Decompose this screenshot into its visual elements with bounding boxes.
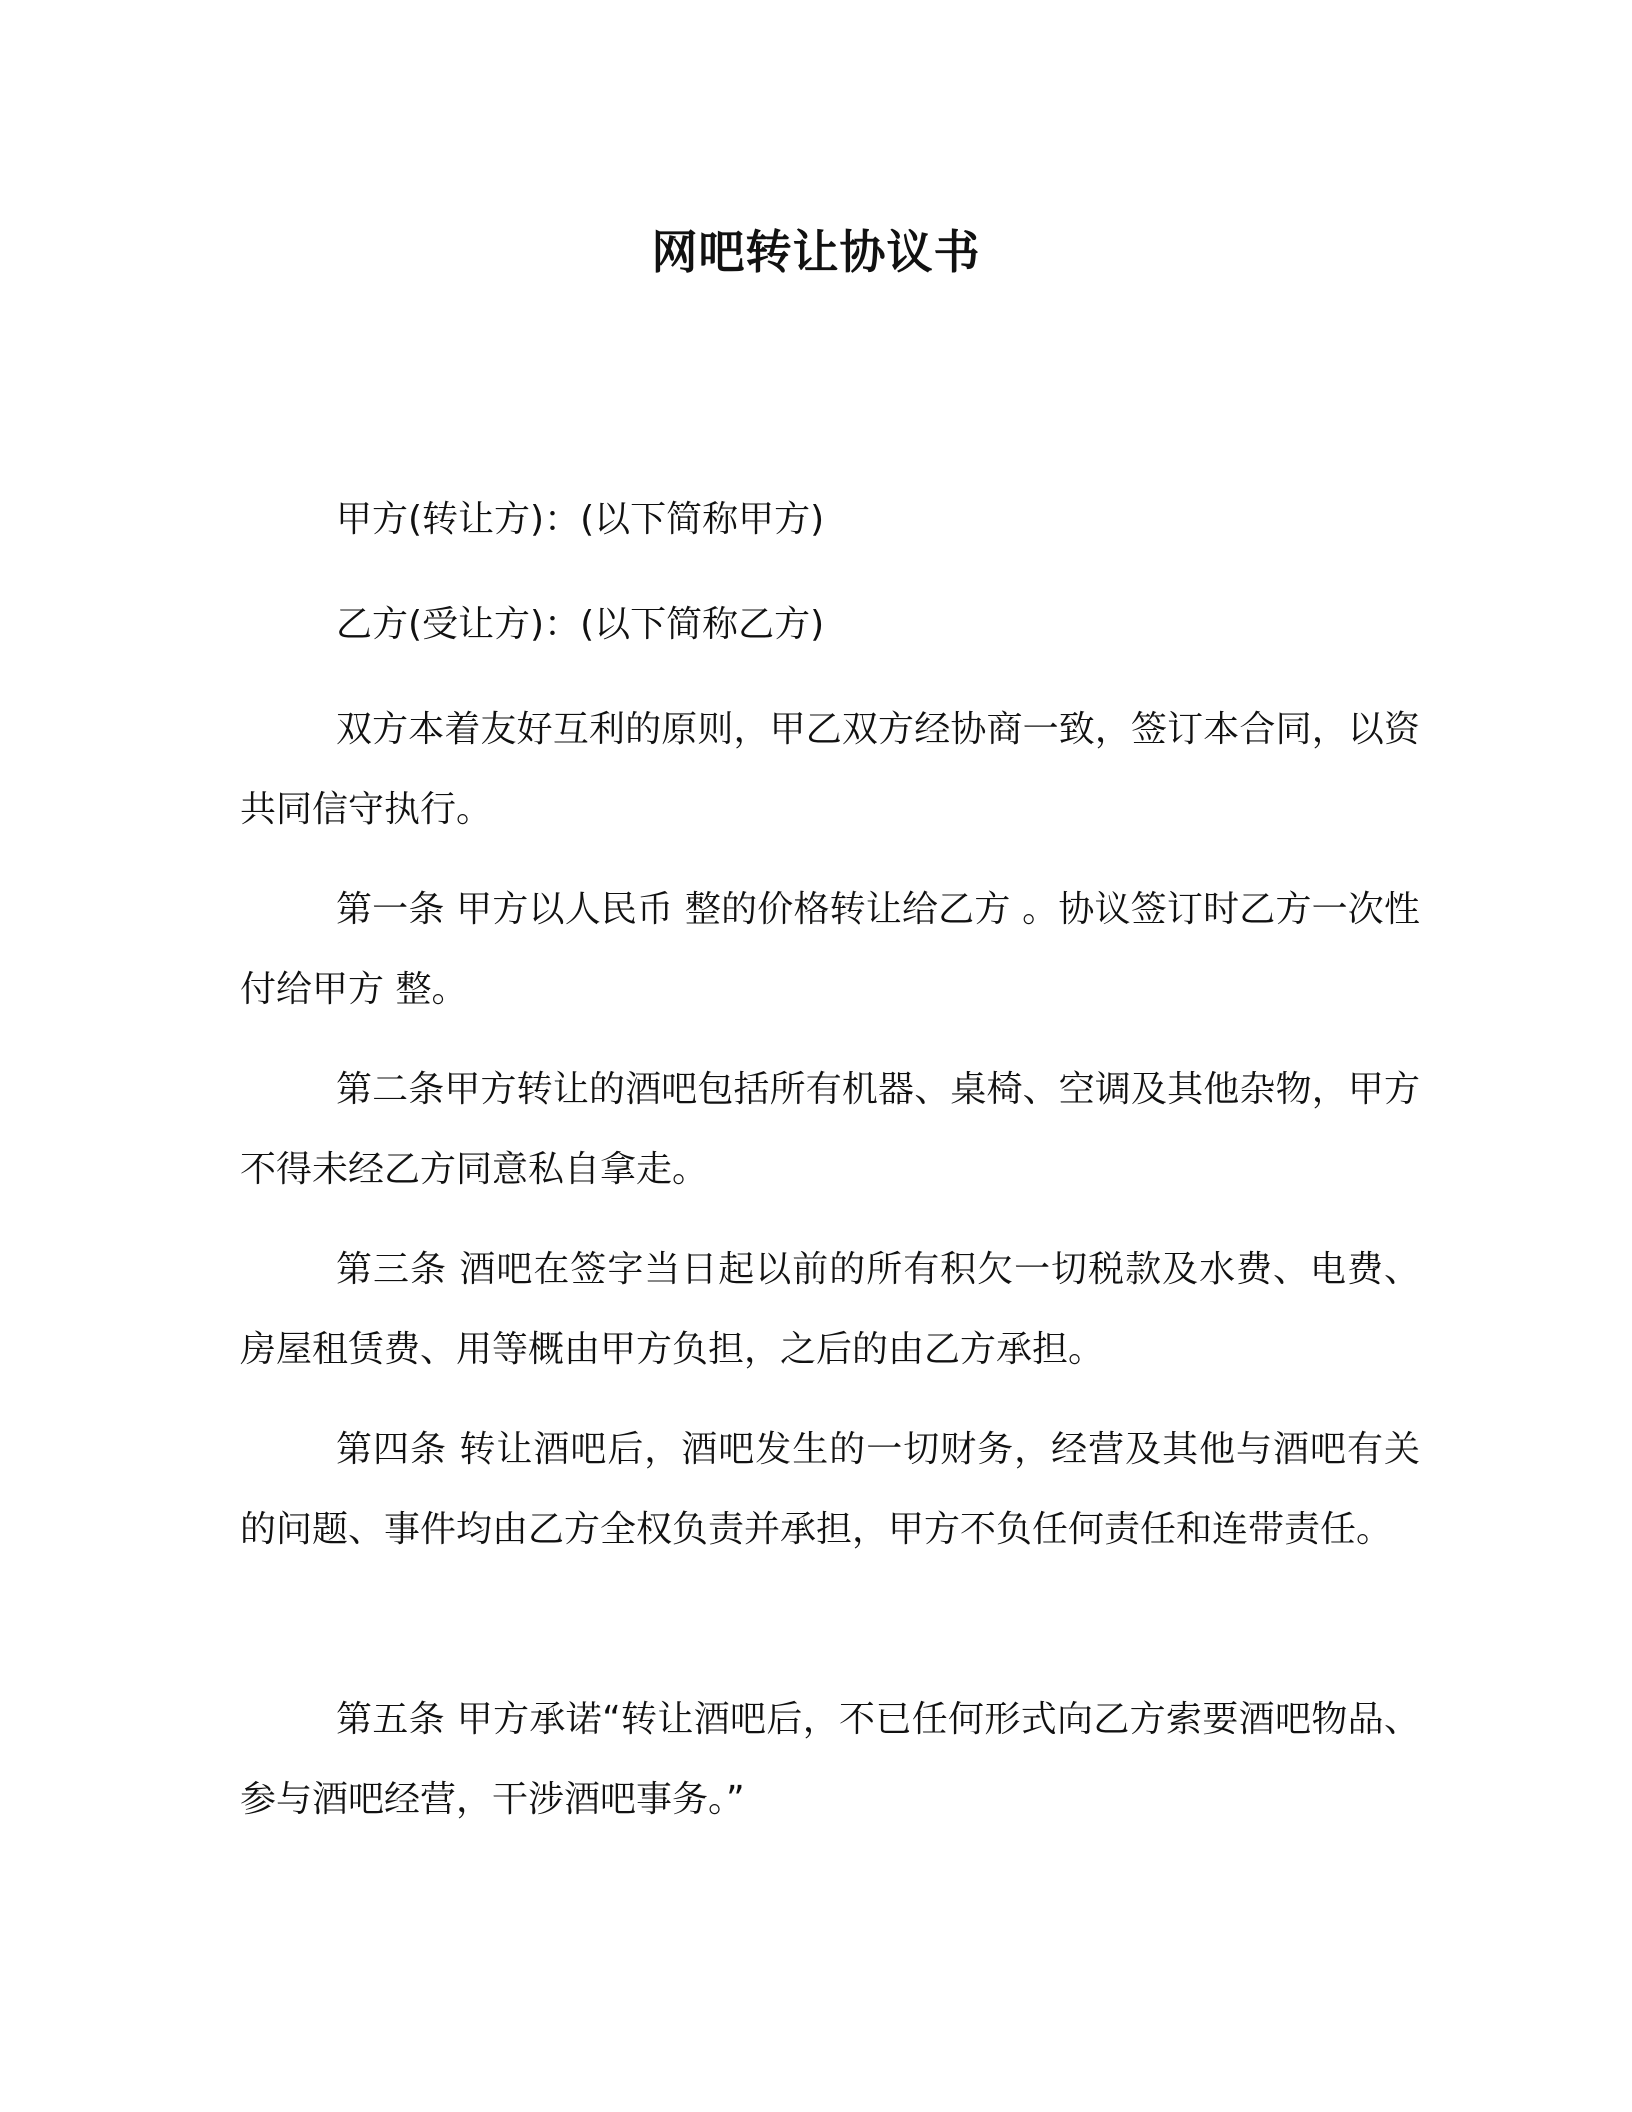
- article-1-text: 第一条 甲方以人民币 整的价格转让给乙方 。协议签订时乙方一次性付给甲方 整。: [240, 889, 1420, 1010]
- article-2-text: 第二条甲方转让的酒吧包括所有机器、桌椅、空调及其他杂物，甲方不得未经乙方同意私自拿走。: [240, 1069, 1420, 1190]
- intro-paragraph: [240, 690, 1420, 850]
- article-5-paragraph: [240, 1680, 1420, 1840]
- party-a-text: 甲方(转让方)：(以下简称甲方): [336, 499, 825, 540]
- party-b-line: [240, 585, 1420, 665]
- article-4-text: 第四条 转让酒吧后，酒吧发生的一切财务，经营及其他与酒吧有关的问题、事件均由乙方全权负责并承担，甲方不负任何责任和连带责任。: [240, 1429, 1420, 1550]
- document-title: 网吧转让协议书: [651, 225, 981, 279]
- article-4-paragraph: [240, 1410, 1420, 1570]
- intro-text: 双方本着友好互利的原则，甲乙双方经协商一致，签订本合同，以资共同信守执行。: [240, 709, 1420, 830]
- article-3-text: 第三条 酒吧在签字当日起以前的所有积欠一切税款及水费、电费、房屋租赁费、用等概由甲方负担，之后的由乙方承担。: [240, 1249, 1420, 1370]
- article-3-paragraph: [240, 1230, 1420, 1390]
- article-5-text: 第五条 甲方承诺“转让酒吧后，不已任何形式向乙方索要酒吧物品、参与酒吧经营，干涉酒吧事务。”: [240, 1699, 1420, 1820]
- party-a-line: [240, 480, 1420, 560]
- article-2-paragraph: [240, 1050, 1420, 1210]
- article-1-paragraph: [240, 870, 1420, 1030]
- party-b-text: 乙方(受让方)：(以下简称乙方): [336, 604, 825, 645]
